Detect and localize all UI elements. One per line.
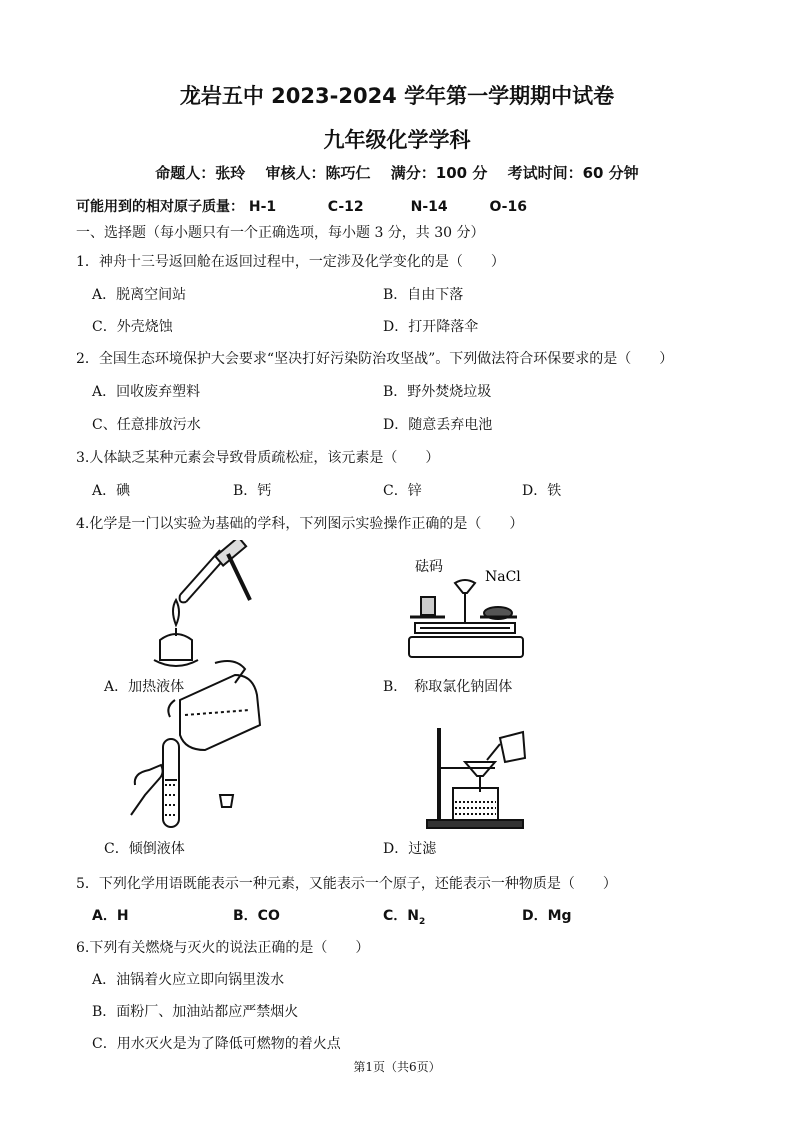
q1-option-c: C．外壳烧蚀 [92,319,173,335]
q3-option-a: A．碘 [92,483,131,499]
full-score: 满分：100 分 [390,164,488,182]
q5-option-b: B．CO [233,908,280,924]
atomic-mass-h: H-1 [248,199,277,215]
q5-option-d: D．Mg [522,908,572,924]
question-6: 6.下列有关燃烧与灭火的说法正确的是（ ） [76,940,370,956]
q1-option-d: D．打开降落伞 [383,319,479,335]
q6-option-c: C．用水灭火是为了降低可燃物的着火点 [92,1036,341,1052]
page-footer: 第1页（共6页） [353,1060,441,1074]
nacl-label: NaCl [485,569,521,585]
question-3: 3.人体缺乏某种元素会导致骨质疏松症，该元素是（ ） [76,450,440,466]
weight-label: 砝码 [415,559,443,575]
q1-option-a: A．脱离空间站 [92,287,187,303]
atomic-mass-label: 可能用到的相对原子质量： [76,199,244,215]
question-2: 2．全国生态环境保护大会要求“坚决打好污染防治攻坚战”。下列做法符合环保要求的是（ ） [76,351,674,367]
q4-option-c: C．倾倒液体 [104,841,185,857]
atomic-mass-c: C-12 [327,199,364,215]
figure-filtration [425,720,530,830]
question-5: 5．下列化学用语既能表示一种元素，又能表示一个原子，还能表示一种物质是（ ） [76,876,617,892]
q3-option-b: B．钙 [233,483,272,499]
figure-heating-liquid [140,540,270,670]
q2-option-c: C、任意排放污水 [92,417,201,433]
atomic-mass-o: O-16 [489,199,527,215]
atomic-mass-line [76,196,527,216]
q2-option-a: A．回收废弃塑料 [92,384,201,400]
q6-option-b: B．面粉厂、加油站都应严禁烟火 [92,1004,299,1020]
q4-option-a: A．加热液体 [104,679,185,695]
setter: 命题人：张玲 [155,164,246,182]
q5-option-a: A．H [92,908,129,924]
q1-option-b: B．自由下落 [383,287,464,303]
q3-option-c: C．锌 [383,483,422,499]
q5-option-c-subscript: 2 [419,916,426,927]
q2-option-b: B．野外焚烧垃圾 [383,384,492,400]
exam-title: 龙岩五中 2023-2024 学年第一学期期中试卷 [179,84,615,108]
q4-option-b: B． 称取氯化钠固体 [383,679,513,695]
exam-subtitle: 九年级化学学科 [323,128,471,152]
q2-option-d: D．随意丢弃电池 [383,417,493,433]
figure-balance [405,555,530,665]
atomic-mass-n: N-14 [410,199,448,215]
q6-option-a: A．油锅着火应立即向锅里泼水 [92,972,285,988]
question-1: 1．神舟十三号返回舱在返回过程中，一定涉及化学变化的是（ ） [76,254,505,270]
q4-option-d: D．过滤 [383,841,437,857]
section-heading: 一、选择题（每小题只有一个正确选项，每小题 3 分，共 30 分） [76,225,485,241]
figure-pouring-liquid [125,655,280,830]
q3-option-d: D．铁 [522,483,562,499]
q5-option-c: C．$N_2$ [383,908,426,927]
reviewer: 审核人：陈巧仁 [265,164,371,182]
exam-time: 考试时间：60 分钟 [507,164,639,182]
exam-meta [0,162,794,183]
question-4: 4.化学是一门以实验为基础的学科，下列图示实验操作正确的是（ ） [76,516,524,532]
